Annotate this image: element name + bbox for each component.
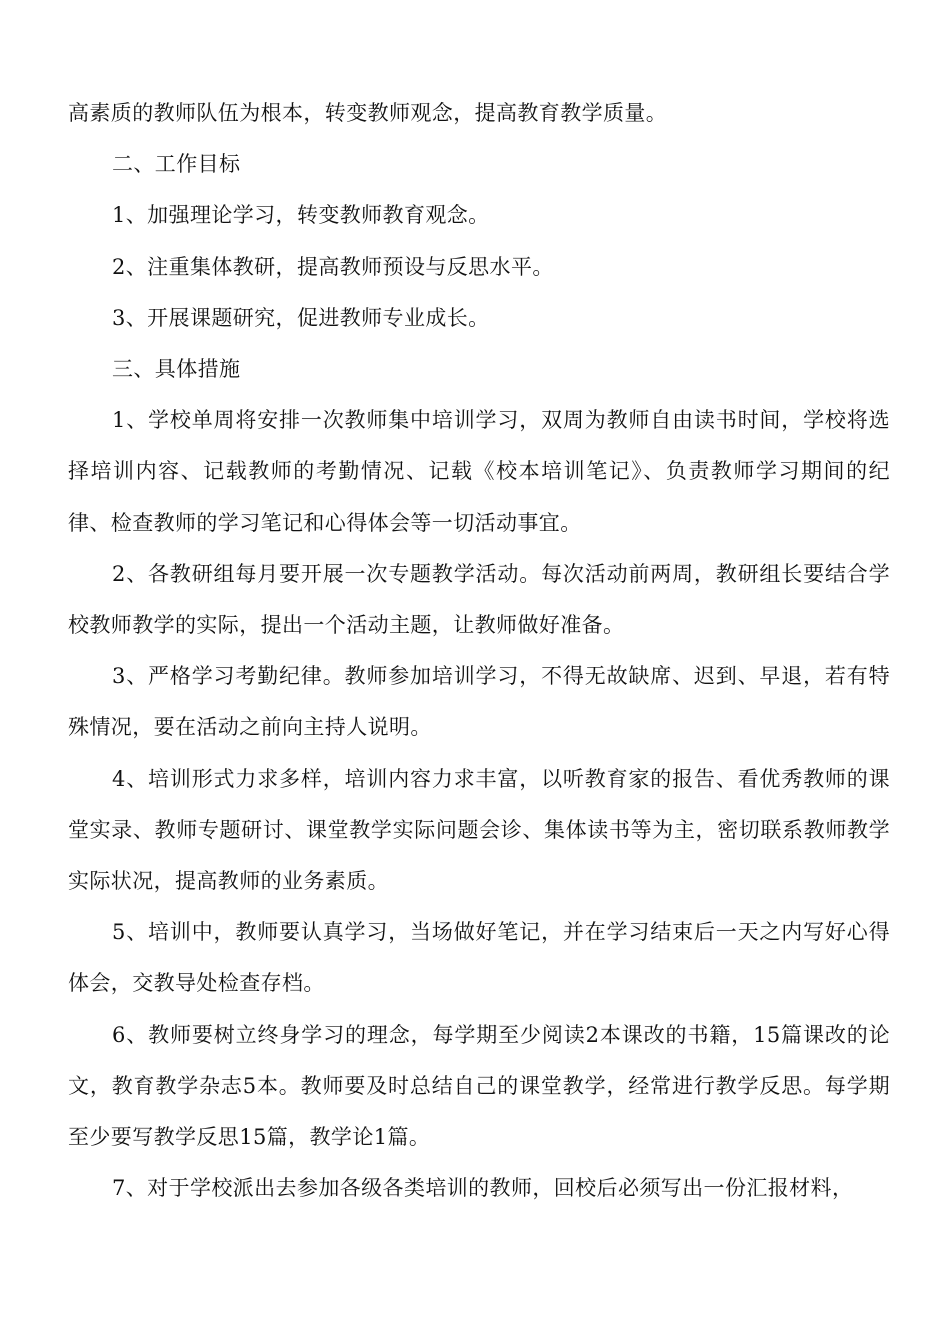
measure-item-3: 3、严格学习考勤纪律。教师参加培训学习，不得无故缺席、迟到、早退，若有特殊情况，要在活动之前向主持人说明。	[68, 664, 890, 740]
paragraph-intro-continuation: 高素质的教师队伍为根本，转变教师观念，提高教育教学质量。	[68, 101, 668, 125]
goal-item-1: 1、加强理论学习，转变教师教育观念。	[112, 203, 490, 228]
goal-item-2: 2、注重集体教研，提高教师预设与反思水平。	[112, 254, 554, 279]
measure-item-7: 7、对于学校派出去参加各级各类培训的教师，回校后必须写出一份汇报材料，	[112, 1176, 854, 1201]
document-body	[68, 88, 890, 1214]
section-heading-work-goals: 二、工作目标	[112, 152, 241, 177]
measure-item-4: 4、培训形式力求多样，培训内容力求丰富，以听教育家的报告、看优秀教师的课堂实录、教师专题研讨、课堂教学实际问题会诊、集体读书等为主，密切联系教师教学实际状况，提高教师的业务素质。	[68, 766, 890, 894]
measure-item-1: 1、学校单周将安排一次教师集中培训学习，双周为教师自由读书时间，学校将选择培训内容、记载教师的考勤情况、记载《校本培训笔记》、负责教师学习期间的纪律、检查教师的学习笔记和心得体会等一切活动事宜。	[68, 408, 890, 535]
measure-item-5: 5、培训中，教师要认真学习，当场做好笔记，并在学习结束后一天之内写好心得体会，交教导处检查存档。	[68, 920, 890, 996]
section-heading-measures: 三、具体措施	[112, 357, 241, 382]
measure-item-6: 6、教师要树立终身学习的理念，每学期至少阅读2本课改的书籍，15篇课改的论文，教育教学杂志5本。教师要及时总结自己的课堂教学，经常进行教学反思。每学期至少要写教学反思15篇，教学论1篇。	[68, 1022, 890, 1150]
goal-item-3: 3、开展课题研究，促进教师专业成长。	[112, 305, 490, 330]
measure-item-2: 2、各教研组每月要开展一次专题教学活动。每次活动前两周，教研组长要结合学校教师教学的实际，提出一个活动主题，让教师做好准备。	[68, 561, 890, 638]
